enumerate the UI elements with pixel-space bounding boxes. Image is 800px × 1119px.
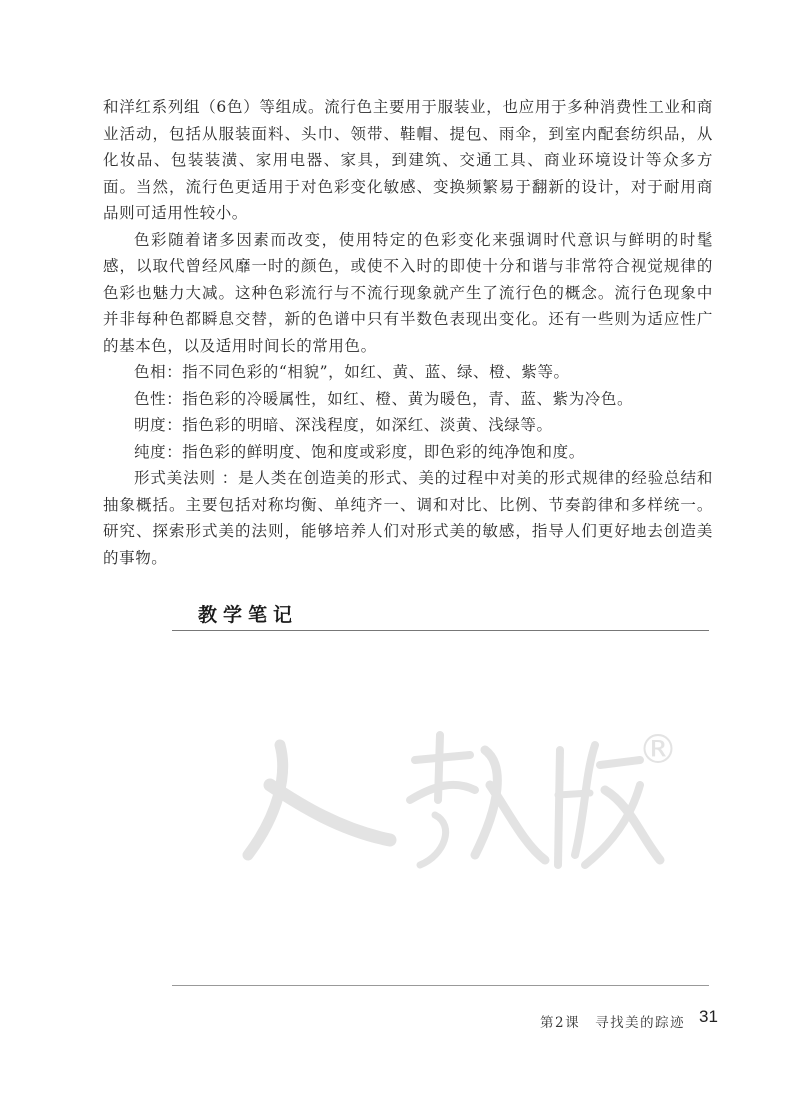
definition-saturation: 纯度：指色彩的鲜明度、饱和度或彩度，即色彩的纯净饱和度。	[134, 442, 585, 461]
paragraph-1: 和洋红系列组（6色）等组成。流行色主要用于服装业，也应用于多种消费性工业和商业活动，包括从服装面料、头巾、领带、鞋帽、提包、雨伞，到室内配套纺织品，从化妆品、包装装潢、家用电器、家具，到建筑、交通工具、商业环境设计等众多方面。当然，流行色更适用于对色彩变化敏感、变换频繁易于翻新的设计，对于耐用商品则可适用性较小。	[103, 98, 713, 222]
body-text	[103, 94, 713, 571]
lesson-footer: 第2课 寻找美的踪迹	[540, 1015, 686, 1031]
registered-mark: ®	[638, 727, 678, 773]
notes-divider	[172, 630, 709, 631]
definition-hue: 色相：指不同色彩的“相貌”，如红、黄、蓝、绿、橙、紫等。	[134, 363, 570, 381]
page-number: 31	[699, 1007, 718, 1026]
footer-divider	[172, 985, 709, 986]
publisher-watermark-logo	[240, 705, 680, 905]
teaching-notes-title: 教学笔记	[198, 604, 299, 626]
paragraph-formal-beauty: 形式美法则 ：是人类在创造美的形式、美的过程中对美的形式规律的经验总结和抽象概括。主要包括对称均衡、单纯齐一、调和对比、比例、节奏韵律和多样统一。研究、探索形式美的法则，能够培养人们对形式美的敏感，指导人们更好地去创造美的事物。	[103, 469, 713, 567]
definition-value: 明度：指色彩的明暗、深浅程度，如深红、淡黄、浅绿等。	[134, 416, 553, 434]
paragraph-2: 色彩随着诸多因素而改变，使用特定的色彩变化来强调时代意识与鲜明的时髦感，以取代曾经风靡一时的颜色，或使不入时的即使十分和谐与非常符合视觉规律的色彩也魅力大减。这种色彩流行与不流行现象就产生了流行色的概念。流行色现象中并非每种色都瞬息交替，新的色谱中只有半数色表现出变化。还有一些则为适应性广的基本色，以及适用时间长的常用色。	[103, 230, 713, 355]
definition-temperature: 色性：指色彩的冷暖属性，如红、橙、黄为暖色，青、蓝、紫为冷色。	[134, 389, 634, 408]
